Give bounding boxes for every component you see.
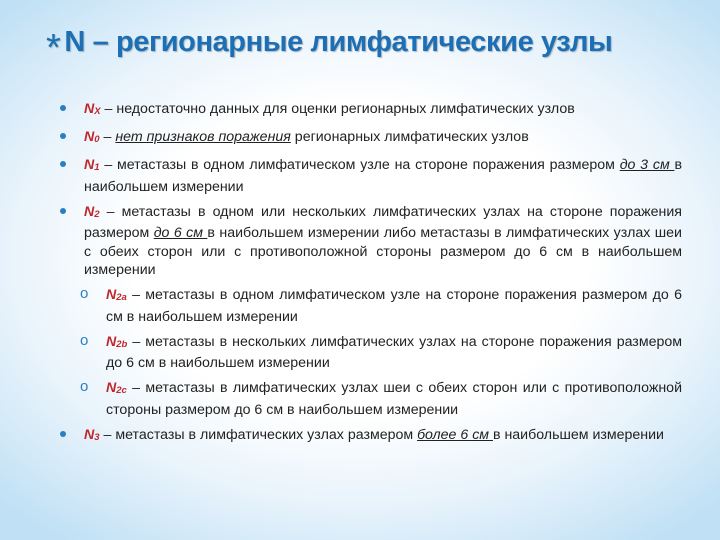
title-text: N – регионарные лимфатические узлы [64, 26, 613, 58]
item-text: – [99, 129, 116, 145]
item-text: – метастазы в одном или нескольких лимфатических узлах на стороне поражения размером [84, 203, 682, 241]
title-star-bullet: * [46, 27, 61, 69]
sub-item-text: – метастазы в лимфатических узлах шеи с обеих сторон или с противоположной стороны размером до 6 см в наибольшем измерении [106, 380, 682, 418]
bullet-icon [60, 105, 66, 111]
content-list [60, 100, 682, 454]
list-item-n2 [60, 203, 682, 280]
item-text: регионарных лимфатических узлов [290, 129, 529, 145]
stage-code: $N_1$ [84, 157, 100, 173]
sub-item-n2a [60, 286, 682, 326]
item-text: – недостаточно данных для оценки регионарных лимфатических узлов [100, 101, 575, 117]
item-text: – метастазы в лимфатических узлах размером [99, 426, 418, 443]
emphasis-text: до 3 см [619, 157, 675, 173]
stage-code: $N_{2c}$ [106, 380, 127, 396]
stage-code: $N_{2a}$ [106, 287, 127, 303]
circle-bullet-icon: o [80, 331, 89, 349]
item-text: в наибольшем измерении либо метастазы в лимфатических узлах шеи с обеих сторон или с противоположной стороны размером до 6 см в наибольшем измерении [84, 225, 682, 278]
circle-bullet-icon: o [80, 285, 89, 302]
slide-title [46, 26, 706, 70]
item-text: в наибольшем измерении [84, 157, 682, 195]
stage-code: $N_{2b}$ [106, 333, 128, 350]
sub-item-text: – метастазы в одном лимфатическом узле на стороне поражения размером до 6 см в наибольшем измерении [106, 287, 682, 325]
stage-code: $N_2$ [84, 203, 100, 220]
bullet-icon [60, 161, 66, 167]
list-item-n0 [60, 128, 682, 150]
stage-code: $N_X$ [84, 101, 101, 117]
stage-code: $N_3$ [84, 426, 100, 443]
bullet-icon [60, 208, 66, 214]
item-text: – метастазы в одном лимфатическом узле на стороне поражения размером [99, 157, 620, 173]
sub-item-text: – метастазы в нескольких лимфатических узлах на стороне поражения размером до 6 см в наибольшем измерении [106, 333, 682, 371]
emphasis-text: более 6 см [417, 426, 493, 443]
circle-bullet-icon: o [80, 378, 89, 395]
list-item-n3 [60, 426, 682, 448]
item-text: в наибольшем измерении [492, 426, 664, 443]
list-item-n1 [60, 156, 682, 196]
emphasis-text: нет признаков поражения [115, 129, 291, 145]
stage-code: $N_0$ [84, 129, 100, 145]
sub-item-n2c [60, 379, 682, 419]
list-item-nx [60, 100, 682, 122]
bullet-icon [60, 431, 66, 437]
sub-item-n2b [60, 333, 682, 373]
emphasis-text: до 6 см [153, 225, 208, 241]
bullet-icon [60, 133, 66, 139]
